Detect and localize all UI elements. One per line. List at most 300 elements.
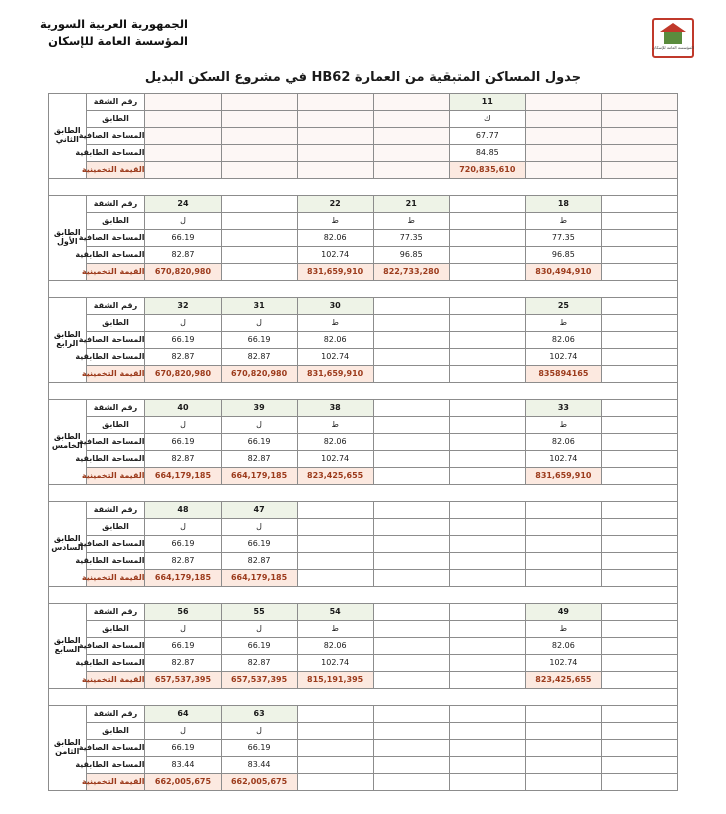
cell-price: 662,005,675 xyxy=(221,774,297,791)
cell-floor: ط xyxy=(525,315,601,332)
cell-price: 662,005,675 xyxy=(145,774,221,791)
cell-net: 82.06 xyxy=(297,332,373,349)
empty-cell xyxy=(373,332,449,349)
block-separator xyxy=(49,179,678,196)
row-label-apt: رقم الشقة xyxy=(86,298,145,315)
empty-cell xyxy=(525,706,601,723)
empty-cell xyxy=(221,247,297,264)
logo-caption: المؤسسة العامة للإسكان xyxy=(652,45,694,50)
empty-cell xyxy=(601,774,677,791)
cell-gross: 83.44 xyxy=(221,757,297,774)
block-separator xyxy=(49,587,678,604)
empty-cell xyxy=(297,162,373,179)
cell-net: 66.19 xyxy=(221,740,297,757)
empty-cell xyxy=(449,366,525,383)
empty-cell xyxy=(449,655,525,672)
table-row xyxy=(49,247,678,264)
block-separator xyxy=(49,383,678,400)
empty-cell xyxy=(525,723,601,740)
empty-cell xyxy=(601,672,677,689)
empty-cell xyxy=(525,502,601,519)
row-label-net: المساحة الصافية xyxy=(86,536,145,553)
table-row xyxy=(49,672,678,689)
empty-cell xyxy=(373,723,449,740)
empty-cell xyxy=(449,315,525,332)
table-row xyxy=(49,298,678,315)
table-row xyxy=(49,417,678,434)
empty-cell xyxy=(601,417,677,434)
empty-cell xyxy=(525,553,601,570)
cell-net: 82.06 xyxy=(297,638,373,655)
empty-cell xyxy=(525,145,601,162)
row-label-net: المساحة الصافية xyxy=(86,230,145,247)
cell-gross: 102.74 xyxy=(525,349,601,366)
empty-cell xyxy=(525,536,601,553)
cell-floor: ل xyxy=(145,417,221,434)
empty-cell xyxy=(449,740,525,757)
cell-apt: 64 xyxy=(145,706,221,723)
table-row xyxy=(49,553,678,570)
floor-name: الطابق الثامن xyxy=(49,706,87,791)
table-row xyxy=(49,434,678,451)
empty-cell xyxy=(449,621,525,638)
table-row xyxy=(49,128,678,145)
table-row xyxy=(49,332,678,349)
cell-gross: 96.85 xyxy=(525,247,601,264)
table-row xyxy=(49,94,678,111)
empty-cell xyxy=(373,502,449,519)
empty-cell xyxy=(373,349,449,366)
cell-floor: ط xyxy=(373,213,449,230)
page-title-building-code: HB62 xyxy=(311,70,351,85)
empty-cell xyxy=(525,94,601,111)
cell-price: 822,733,280 xyxy=(373,264,449,281)
empty-cell xyxy=(373,145,449,162)
document-header xyxy=(0,0,726,58)
block-separator xyxy=(49,689,678,706)
empty-cell xyxy=(601,740,677,757)
floor-name: الطابق الأول xyxy=(49,196,87,281)
empty-cell xyxy=(601,230,677,247)
cell-floor: ط xyxy=(525,213,601,230)
row-label-price: القيمة التخمينية xyxy=(86,468,145,485)
floor-name: الطابق الثاني xyxy=(49,94,87,179)
row-label-apt: رقم الشقة xyxy=(86,196,145,213)
cell-price: 835894165 xyxy=(525,366,601,383)
empty-cell xyxy=(373,451,449,468)
cell-floor: ك xyxy=(449,111,525,128)
row-label-apt: رقم الشقة xyxy=(86,706,145,723)
cell-gross: 96.85 xyxy=(373,247,449,264)
empty-cell xyxy=(449,247,525,264)
cell-apt: 56 xyxy=(145,604,221,621)
cell-net: 66.19 xyxy=(145,332,221,349)
empty-cell xyxy=(601,247,677,264)
empty-cell xyxy=(525,740,601,757)
table-row xyxy=(49,145,678,162)
logo-body-shape xyxy=(664,32,682,44)
empty-cell xyxy=(525,774,601,791)
empty-cell xyxy=(449,604,525,621)
cell-apt: 48 xyxy=(145,502,221,519)
cell-floor: ط xyxy=(297,621,373,638)
row-label-price: القيمة التخمينية xyxy=(86,570,145,587)
cell-apt: 31 xyxy=(221,298,297,315)
table-row xyxy=(49,519,678,536)
empty-cell xyxy=(221,162,297,179)
empty-cell xyxy=(297,723,373,740)
empty-cell xyxy=(373,519,449,536)
table-row xyxy=(49,468,678,485)
row-label-net: المساحة الصافية xyxy=(86,128,145,145)
empty-cell xyxy=(221,264,297,281)
empty-cell xyxy=(449,349,525,366)
empty-cell xyxy=(525,128,601,145)
cell-net: 66.19 xyxy=(221,434,297,451)
empty-cell xyxy=(601,519,677,536)
empty-cell xyxy=(601,400,677,417)
empty-cell xyxy=(373,315,449,332)
empty-cell xyxy=(373,536,449,553)
table-row xyxy=(49,264,678,281)
cell-gross: 82.87 xyxy=(145,349,221,366)
cell-net: 82.06 xyxy=(525,434,601,451)
row-label-gross: المساحة الطابقية xyxy=(86,553,145,570)
table-row xyxy=(49,774,678,791)
empty-cell xyxy=(449,706,525,723)
table-row xyxy=(49,400,678,417)
cell-price: 657,537,395 xyxy=(221,672,297,689)
row-label-floor: الطابق xyxy=(86,723,145,740)
row-label-net: المساحة الصافية xyxy=(86,332,145,349)
cell-price: 657,537,395 xyxy=(145,672,221,689)
cell-apt: 39 xyxy=(221,400,297,417)
empty-cell xyxy=(449,672,525,689)
row-label-floor: الطابق xyxy=(86,519,145,536)
cell-apt: 18 xyxy=(525,196,601,213)
empty-cell xyxy=(449,230,525,247)
cell-floor: ل xyxy=(221,519,297,536)
cell-floor: ل xyxy=(145,519,221,536)
cell-apt: 25 xyxy=(525,298,601,315)
cell-gross: 102.74 xyxy=(525,451,601,468)
cell-floor: ل xyxy=(221,417,297,434)
empty-cell xyxy=(297,94,373,111)
empty-cell xyxy=(449,400,525,417)
empty-cell xyxy=(449,332,525,349)
empty-cell xyxy=(297,774,373,791)
table-row xyxy=(49,502,678,519)
page-title xyxy=(0,70,726,85)
empty-cell xyxy=(297,553,373,570)
empty-cell xyxy=(449,213,525,230)
cell-gross: 82.87 xyxy=(221,655,297,672)
empty-cell xyxy=(145,94,221,111)
cell-net: 66.19 xyxy=(145,536,221,553)
cell-price: 830,494,910 xyxy=(525,264,601,281)
empty-cell xyxy=(601,434,677,451)
empty-cell xyxy=(449,434,525,451)
empty-cell xyxy=(221,94,297,111)
empty-cell xyxy=(145,128,221,145)
empty-cell xyxy=(601,145,677,162)
empty-cell xyxy=(221,230,297,247)
cell-floor: ط xyxy=(297,315,373,332)
row-label-gross: المساحة الطابقية xyxy=(86,451,145,468)
cell-gross: 82.87 xyxy=(221,553,297,570)
cell-apt: 33 xyxy=(525,400,601,417)
cell-gross: 82.87 xyxy=(221,349,297,366)
table-row xyxy=(49,315,678,332)
block-separator xyxy=(49,485,678,502)
cell-net: 66.19 xyxy=(145,638,221,655)
cell-floor: ط xyxy=(297,417,373,434)
empty-cell xyxy=(373,298,449,315)
empty-cell xyxy=(373,757,449,774)
empty-cell xyxy=(373,621,449,638)
cell-net: 77.35 xyxy=(373,230,449,247)
empty-cell xyxy=(601,298,677,315)
empty-cell xyxy=(601,757,677,774)
cell-gross: 102.74 xyxy=(297,349,373,366)
cell-net: 66.19 xyxy=(221,536,297,553)
empty-cell xyxy=(601,706,677,723)
table-row xyxy=(49,111,678,128)
cell-gross: 82.87 xyxy=(145,553,221,570)
cell-net: 66.19 xyxy=(145,740,221,757)
empty-cell xyxy=(221,128,297,145)
org-line-authority: المؤسسة العامة للإسكان xyxy=(48,33,188,48)
cell-apt: 30 xyxy=(297,298,373,315)
cell-floor: ط xyxy=(525,621,601,638)
empty-cell xyxy=(601,570,677,587)
empty-cell xyxy=(601,332,677,349)
empty-cell xyxy=(297,111,373,128)
cell-apt: 22 xyxy=(297,196,373,213)
empty-cell xyxy=(373,128,449,145)
empty-cell xyxy=(601,315,677,332)
cell-floor: ل xyxy=(221,315,297,332)
empty-cell xyxy=(601,213,677,230)
empty-cell xyxy=(221,111,297,128)
empty-cell xyxy=(601,111,677,128)
table-row xyxy=(49,366,678,383)
cell-apt: 21 xyxy=(373,196,449,213)
empty-cell xyxy=(601,604,677,621)
empty-cell xyxy=(449,723,525,740)
cell-net: 67.77 xyxy=(449,128,525,145)
empty-cell xyxy=(525,570,601,587)
empty-cell xyxy=(449,570,525,587)
empty-cell xyxy=(373,655,449,672)
empty-cell xyxy=(449,264,525,281)
cell-price: 720,835,610 xyxy=(449,162,525,179)
cell-price: 823,425,655 xyxy=(525,672,601,689)
cell-apt: 47 xyxy=(221,502,297,519)
cell-floor: ل xyxy=(221,723,297,740)
cell-apt: 63 xyxy=(221,706,297,723)
empty-cell xyxy=(525,162,601,179)
empty-cell xyxy=(373,774,449,791)
row-label-floor: الطابق xyxy=(86,213,145,230)
empty-cell xyxy=(601,621,677,638)
cell-price: 823,425,655 xyxy=(297,468,373,485)
cell-apt: 49 xyxy=(525,604,601,621)
empty-cell xyxy=(601,196,677,213)
apartments-table xyxy=(48,93,678,791)
floor-name: الطابق الخامس xyxy=(49,400,87,485)
cell-net: 77.35 xyxy=(525,230,601,247)
empty-cell xyxy=(601,655,677,672)
row-label-gross: المساحة الطابقية xyxy=(86,655,145,672)
cell-floor: ط xyxy=(297,213,373,230)
apartments-table-container xyxy=(0,93,726,791)
row-label-gross: المساحة الطابقية xyxy=(86,145,145,162)
empty-cell xyxy=(297,519,373,536)
empty-cell xyxy=(601,553,677,570)
empty-cell xyxy=(221,145,297,162)
empty-cell xyxy=(297,536,373,553)
empty-cell xyxy=(525,111,601,128)
cell-floor: ل xyxy=(145,213,221,230)
empty-cell xyxy=(297,757,373,774)
empty-cell xyxy=(373,570,449,587)
cell-apt: 32 xyxy=(145,298,221,315)
housing-authority-logo-icon xyxy=(652,18,694,58)
cell-apt: 11 xyxy=(449,94,525,111)
table-row xyxy=(49,706,678,723)
empty-cell xyxy=(525,757,601,774)
row-label-floor: الطابق xyxy=(86,111,145,128)
empty-cell xyxy=(601,536,677,553)
empty-cell xyxy=(373,604,449,621)
empty-cell xyxy=(373,706,449,723)
empty-cell xyxy=(525,519,601,536)
table-row xyxy=(49,723,678,740)
empty-cell xyxy=(449,774,525,791)
cell-gross: 102.74 xyxy=(297,247,373,264)
row-label-floor: الطابق xyxy=(86,315,145,332)
empty-cell xyxy=(601,723,677,740)
logo-roof-shape xyxy=(660,23,686,32)
floor-name: الطابق السادس xyxy=(49,502,87,587)
cell-price: 831,659,910 xyxy=(297,264,373,281)
table-row xyxy=(49,604,678,621)
empty-cell xyxy=(601,128,677,145)
table-row xyxy=(49,757,678,774)
block-separator xyxy=(49,281,678,298)
cell-apt: 38 xyxy=(297,400,373,417)
row-label-price: القيمة التخمينية xyxy=(86,774,145,791)
cell-gross: 82.87 xyxy=(145,655,221,672)
cell-price: 670,820,980 xyxy=(145,264,221,281)
row-label-price: القيمة التخمينية xyxy=(86,672,145,689)
cell-gross: 102.74 xyxy=(297,451,373,468)
empty-cell xyxy=(221,213,297,230)
empty-cell xyxy=(449,757,525,774)
cell-price: 664,179,185 xyxy=(145,570,221,587)
organization-titles xyxy=(40,16,188,49)
empty-cell xyxy=(449,638,525,655)
row-label-gross: المساحة الطابقية xyxy=(86,349,145,366)
cell-floor: ل xyxy=(145,621,221,638)
empty-cell xyxy=(373,672,449,689)
row-label-net: المساحة الصافية xyxy=(86,740,145,757)
cell-gross: 83.44 xyxy=(145,757,221,774)
cell-net: 66.19 xyxy=(145,230,221,247)
cell-net: 82.06 xyxy=(525,332,601,349)
empty-cell xyxy=(449,298,525,315)
cell-net: 66.19 xyxy=(221,332,297,349)
empty-cell xyxy=(373,400,449,417)
empty-cell xyxy=(449,451,525,468)
empty-cell xyxy=(449,417,525,434)
cell-net: 66.19 xyxy=(145,434,221,451)
table-row xyxy=(49,655,678,672)
empty-cell xyxy=(449,536,525,553)
row-label-apt: رقم الشقة xyxy=(86,502,145,519)
table-row xyxy=(49,621,678,638)
table-row xyxy=(49,196,678,213)
empty-cell xyxy=(373,553,449,570)
empty-cell xyxy=(601,468,677,485)
cell-price: 664,179,185 xyxy=(221,468,297,485)
empty-cell xyxy=(449,553,525,570)
empty-cell xyxy=(297,570,373,587)
empty-cell xyxy=(601,264,677,281)
row-label-apt: رقم الشقة xyxy=(86,604,145,621)
row-label-price: القيمة التخمينية xyxy=(86,162,145,179)
empty-cell xyxy=(601,366,677,383)
empty-cell xyxy=(601,94,677,111)
cell-gross: 102.74 xyxy=(525,655,601,672)
table-row xyxy=(49,451,678,468)
row-label-gross: المساحة الطابقية xyxy=(86,247,145,264)
empty-cell xyxy=(449,468,525,485)
cell-apt: 54 xyxy=(297,604,373,621)
cell-gross: 82.87 xyxy=(221,451,297,468)
empty-cell xyxy=(221,196,297,213)
row-label-apt: رقم الشقة xyxy=(86,94,145,111)
empty-cell xyxy=(145,111,221,128)
table-row xyxy=(49,213,678,230)
empty-cell xyxy=(373,162,449,179)
empty-cell xyxy=(297,706,373,723)
cell-apt: 24 xyxy=(145,196,221,213)
empty-cell xyxy=(373,468,449,485)
empty-cell xyxy=(601,638,677,655)
cell-apt: 40 xyxy=(145,400,221,417)
empty-cell xyxy=(601,349,677,366)
cell-gross: 82.87 xyxy=(145,451,221,468)
cell-price: 831,659,910 xyxy=(297,366,373,383)
cell-apt: 55 xyxy=(221,604,297,621)
empty-cell xyxy=(145,145,221,162)
empty-cell xyxy=(145,162,221,179)
empty-cell xyxy=(297,145,373,162)
empty-cell xyxy=(601,162,677,179)
row-label-net: المساحة الصافية xyxy=(86,434,145,451)
org-line-country: الجمهورية العربية السورية xyxy=(40,17,188,31)
floor-name: الطابق الرابع xyxy=(49,298,87,383)
cell-gross: 82.87 xyxy=(145,247,221,264)
cell-floor: ل xyxy=(145,315,221,332)
row-label-floor: الطابق xyxy=(86,417,145,434)
cell-floor: ل xyxy=(145,723,221,740)
empty-cell xyxy=(373,417,449,434)
cell-net: 82.06 xyxy=(297,434,373,451)
empty-cell xyxy=(373,638,449,655)
